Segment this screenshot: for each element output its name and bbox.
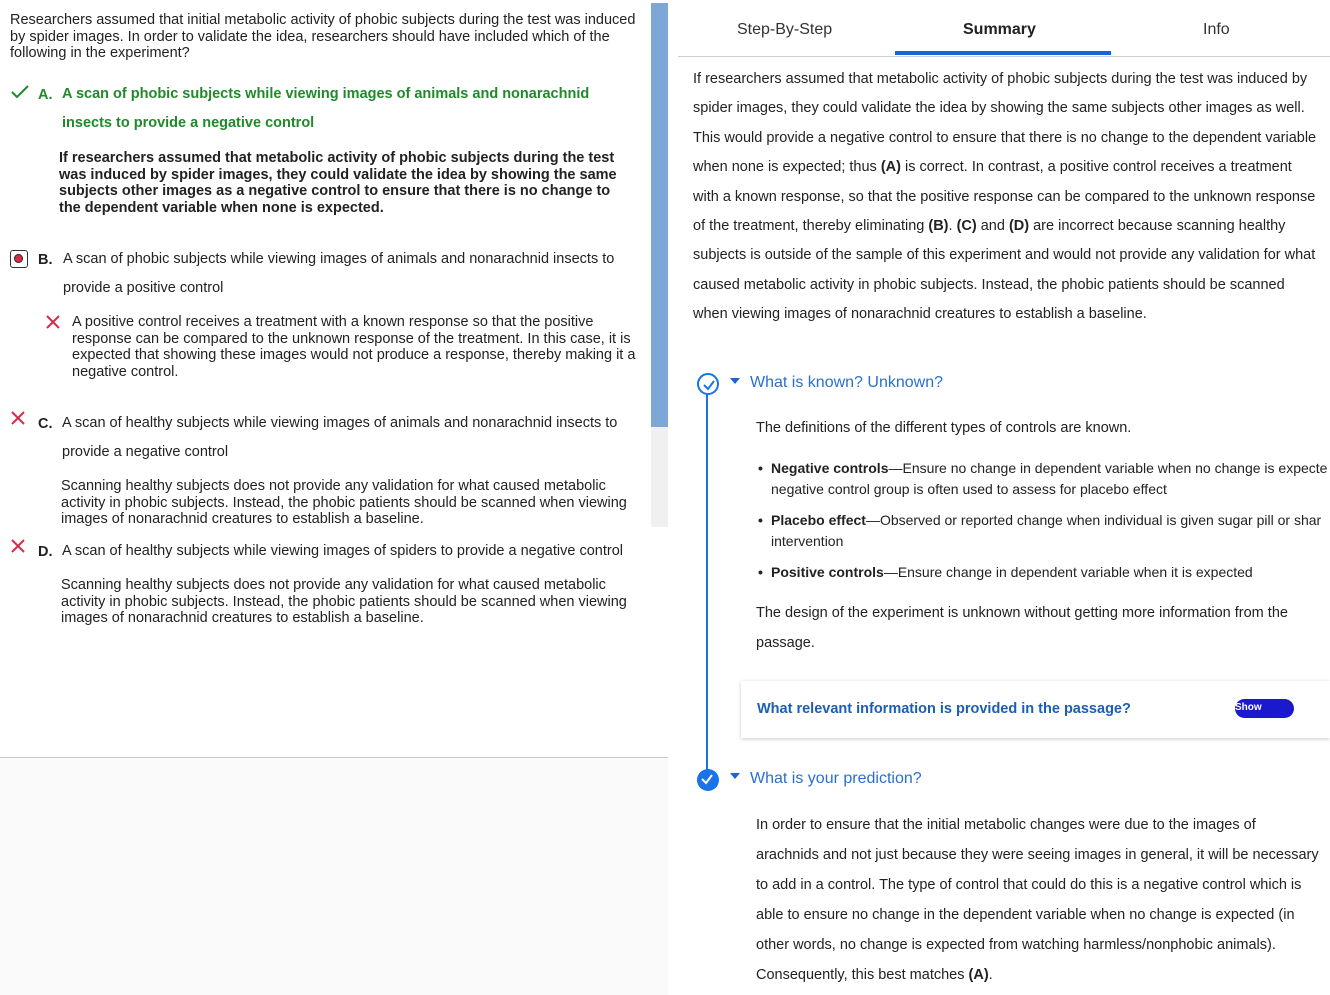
scrollbar-thumb[interactable] bbox=[651, 3, 668, 427]
list-item bbox=[760, 458, 1330, 500]
scrollbar[interactable] bbox=[651, 3, 668, 527]
summary-answer-c: (C) bbox=[956, 218, 977, 235]
tab-bar bbox=[678, 0, 1330, 57]
summary-answer-a: (A) bbox=[880, 159, 901, 176]
caret-down-icon[interactable] bbox=[730, 773, 740, 779]
step-prediction-body bbox=[756, 810, 1321, 990]
summary-answer-b: (B) bbox=[928, 218, 949, 235]
x-icon bbox=[45, 314, 61, 335]
prediction-answer: (A) bbox=[968, 967, 989, 983]
summary-part: is correct. In contrast, a positive control receives a treatment with a known response, so that the positive response can be compared to the unknown response of the treatment, thereby eliminating bbox=[693, 159, 1316, 235]
card-question: What relevant information is provided in the passage? bbox=[757, 701, 1131, 717]
summary-text bbox=[693, 65, 1318, 330]
question-text: Researchers assumed that initial metabolic activity of phobic subjects during the test was induced by spider images. In order to validate the idea, researchers should have included which of the following in the experiment? bbox=[10, 12, 636, 61]
list-item bbox=[760, 562, 1330, 583]
active-tab-indicator bbox=[895, 51, 1111, 55]
bullet-text: negative control group is often used to assess for placebo effect bbox=[771, 481, 1167, 497]
bullet-text: —Ensure change in dependent variable when it is expected bbox=[883, 564, 1253, 580]
selected-radio-icon[interactable] bbox=[10, 250, 28, 268]
choice-b-explanation: A positive control receives a treatment with a known response so that the positive response can be compared to the unknown response of the treatment. In this case, it is expected that showing these images would not produce a response, thereby making it a negative control. bbox=[72, 314, 636, 380]
choice-b-letter: B. bbox=[38, 252, 53, 268]
x-icon bbox=[10, 410, 26, 430]
bullet-term: Positive controls bbox=[771, 564, 884, 580]
check-circle-icon bbox=[697, 373, 719, 395]
bullet-term: Negative controls bbox=[771, 460, 889, 476]
tab-info[interactable]: Info bbox=[1203, 21, 1230, 38]
list-item bbox=[760, 510, 1330, 552]
step-prediction-title[interactable]: What is your prediction? bbox=[750, 770, 922, 787]
summary-part: . bbox=[948, 218, 957, 235]
bullet-text: intervention bbox=[771, 533, 844, 549]
summary-part: and bbox=[976, 218, 1009, 235]
step-known-unknown-title[interactable]: What is known? Unknown? bbox=[750, 374, 943, 391]
choice-d-explanation: Scanning healthy subjects does not provide any validation for what caused metabolic activity in phobic subjects. Instead, the phobic patients should be scanned when viewing images of nonarachnid creatures to establish a baseline. bbox=[61, 577, 627, 626]
step-known-intro: The definitions of the different types of controls are known. bbox=[756, 420, 1132, 436]
choice-d-text: A scan of healthy subjects while viewing images of spiders to provide a negative control bbox=[62, 543, 623, 559]
check-icon bbox=[10, 84, 30, 104]
summary-answer-d: (D) bbox=[1008, 218, 1030, 235]
tab-summary[interactable]: Summary bbox=[963, 21, 1036, 38]
passage-info-card bbox=[741, 681, 1330, 738]
choice-d-letter: D. bbox=[38, 544, 53, 560]
choice-c-text: A scan of healthy subjects while viewing images of animals and nonarachnid insects to provide a negative control bbox=[62, 415, 618, 460]
bullet-text: —Observed or reported change when individual is given sugar pill or shar bbox=[865, 512, 1322, 528]
summary-part: If researchers assumed that metabolic activity of phobic subjects during the test was induced by spider images, they could validate the idea by showing the same subjects other images as well. This would provide a negative control to ensure that there is no change to the dependent variable when none is expected; thus bbox=[693, 71, 1317, 176]
bullet-text: —Ensure no change in dependent variable when no change is expecte bbox=[888, 460, 1328, 476]
choice-c-explanation: Scanning healthy subjects does not provide any validation for what caused metabolic activity in phobic subjects. Instead, the phobic patients should be scanned when viewing images of nonarachnid creatures to establish a baseline. bbox=[61, 478, 627, 527]
check-circle-icon bbox=[697, 769, 719, 791]
show-button[interactable]: Show bbox=[1235, 699, 1294, 718]
empty-area bbox=[0, 757, 668, 995]
caret-down-icon[interactable] bbox=[730, 378, 740, 384]
choice-a-letter: A. bbox=[38, 87, 53, 103]
x-icon bbox=[10, 538, 26, 558]
prediction-end: . bbox=[988, 967, 993, 983]
tab-step-by-step[interactable]: Step-By-Step bbox=[737, 21, 833, 38]
bullet-term: Placebo effect bbox=[771, 512, 866, 528]
choice-a-explanation: If researchers assumed that metabolic activity of phobic subjects during the test was induced by spider images, they could validate the idea by showing the same subjects other images as a negative control to ensure that there is no change to the dependent variable when none is expected. bbox=[59, 150, 617, 216]
timeline-line bbox=[706, 392, 708, 777]
step-known-design: The design of the experiment is unknown without getting more information from the passage. bbox=[756, 605, 1288, 651]
summary-part: are incorrect because scanning healthy subjects is outside of the sample of this experiment and would not provide any validation for what caused metabolic activity in phobic subjects. Instead, the phobic patients should be scanned when viewing images of nonarachnid creatures to establish a baseline. bbox=[693, 218, 1316, 323]
choice-b-text: A scan of phobic subjects while viewing images of animals and nonarachnid insects to provide a positive control bbox=[63, 251, 615, 296]
choice-a-text: A scan of phobic subjects while viewing images of animals and nonarachnid insects to provide a negative control bbox=[62, 86, 590, 131]
choice-c-letter: C. bbox=[38, 416, 53, 432]
prediction-text: In order to ensure that the initial metabolic changes were due to the images of arachnids and not just because they were seeing images in general, it will be necessary to add in a control. The type of control that could do this is a negative control which is able to ensure no change in the dependent variable when no change is expected (in other words, no change is expected from watching harmless/nonphobic animals). Consequently, this best matches bbox=[756, 817, 1319, 983]
